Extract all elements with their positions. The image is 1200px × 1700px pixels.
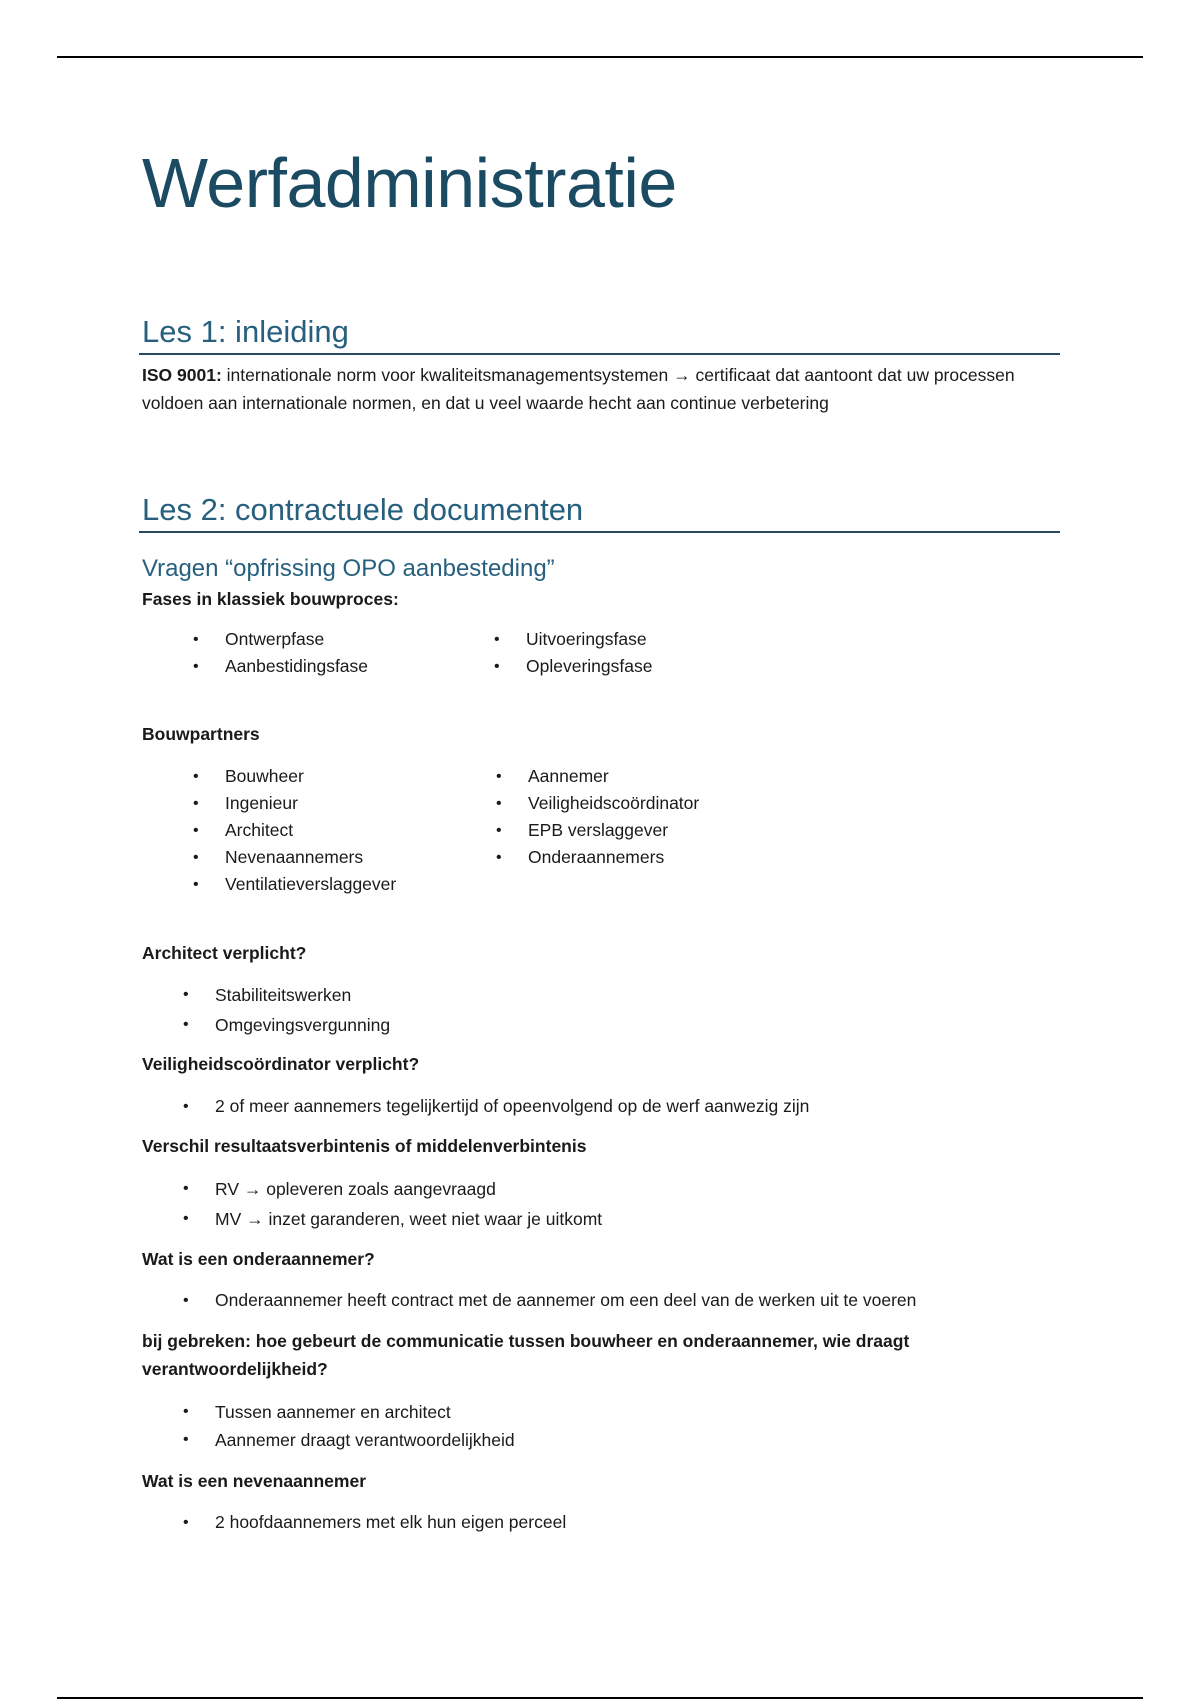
document-title: Werfadministratie — [142, 144, 677, 222]
list-item: • Ingenieur — [193, 793, 298, 813]
list-item: • 2 of meer aannemers tegelijkertijd of opeenvolgend op de werf aanwezig zijn — [183, 1096, 810, 1116]
heading-les-2-text: Les 2: contractuele documenten — [142, 492, 584, 527]
onderaannemer-list — [183, 1287, 917, 1314]
fases-list-col2 — [494, 626, 653, 680]
subheading-vragen: Vragen “opfrissing OPO aanbesteding” — [142, 555, 555, 582]
list-item: • Stabiliteitswerken — [183, 985, 352, 1005]
iso-definition: internationale norm voor kwaliteitsmanagementsystemen → certificaat dat aantoont dat uw processen voldoen aan internationale normen, en dat u veel waarde hecht aan continue verbetering — [142, 365, 1015, 413]
heading-les-2 — [139, 494, 1060, 533]
list-item: • Nevenaannemers — [193, 847, 364, 867]
header-rule — [57, 56, 1143, 58]
list-item: • Onderaannemer heeft contract met de aannemer om een deel van de werken uit te voeren — [183, 1290, 917, 1310]
list-item: • Aannemer draagt verantwoordelijkheid — [183, 1430, 515, 1450]
label-veiligheid: Veiligheidscoördinator verplicht? — [142, 1054, 420, 1074]
list-item: • Omgevingsvergunning — [183, 1015, 391, 1035]
list-item: • Veiligheidscoördinator — [496, 793, 700, 813]
list-item: • Aanbestidingsfase — [193, 656, 369, 676]
list-item: • Bouwheer — [193, 766, 304, 786]
veiligheid-list — [183, 1093, 810, 1120]
heading-les-1-text: Les 1: inleiding — [142, 314, 349, 349]
iso-paragraph — [142, 361, 1060, 417]
label-nevenaannemer: Wat is een nevenaannemer — [142, 1471, 367, 1491]
list-item: • RV → opleveren zoals aangevraagd — [183, 1179, 496, 1199]
list-item: • Ventilatieverslaggever — [193, 874, 397, 894]
list-item: • EPB verslaggever — [496, 820, 669, 840]
list-item: • Uitvoeringsfase — [494, 629, 647, 649]
label-fases: Fases in klassiek bouwproces: — [142, 589, 399, 609]
list-item: • Opleveringsfase — [494, 656, 653, 676]
label-verschil: Verschil resultaatsverbintenis of middelenverbintenis — [142, 1136, 587, 1156]
label-onderaannemer: Wat is een onderaannemer? — [142, 1249, 375, 1269]
footer-rule — [57, 1697, 1143, 1699]
label-gebreken: bij gebreken: hoe gebeurt de communicatie tussen bouwheer en onderaannemer, wie draagt verantwoordelijkheid? — [142, 1331, 910, 1379]
list-item: • Onderaannemers — [496, 847, 665, 867]
list-item: • Tussen aannemer en architect — [183, 1402, 451, 1422]
verschil-list — [183, 1174, 603, 1234]
architect-list — [183, 980, 391, 1040]
list-item: • Aannemer — [496, 766, 609, 786]
label-architect: Architect verplicht? — [142, 943, 307, 963]
iso-term: ISO 9001: — [142, 365, 222, 385]
fases-list-col1 — [193, 626, 369, 680]
partners-list-col1 — [193, 763, 397, 898]
list-item: • Ontwerpfase — [193, 629, 325, 649]
list-item: • Architect — [193, 820, 294, 840]
heading-les-1 — [139, 316, 1060, 355]
list-item: • MV → inzet garanderen, weet niet waar je uitkomt — [183, 1209, 603, 1229]
gebreken-list — [183, 1398, 515, 1454]
nevenaannemer-list — [183, 1509, 567, 1536]
list-item: • 2 hoofdaannemers met elk hun eigen perceel — [183, 1512, 567, 1532]
partners-list-col2 — [496, 763, 700, 871]
label-bouwpartners: Bouwpartners — [142, 724, 260, 744]
